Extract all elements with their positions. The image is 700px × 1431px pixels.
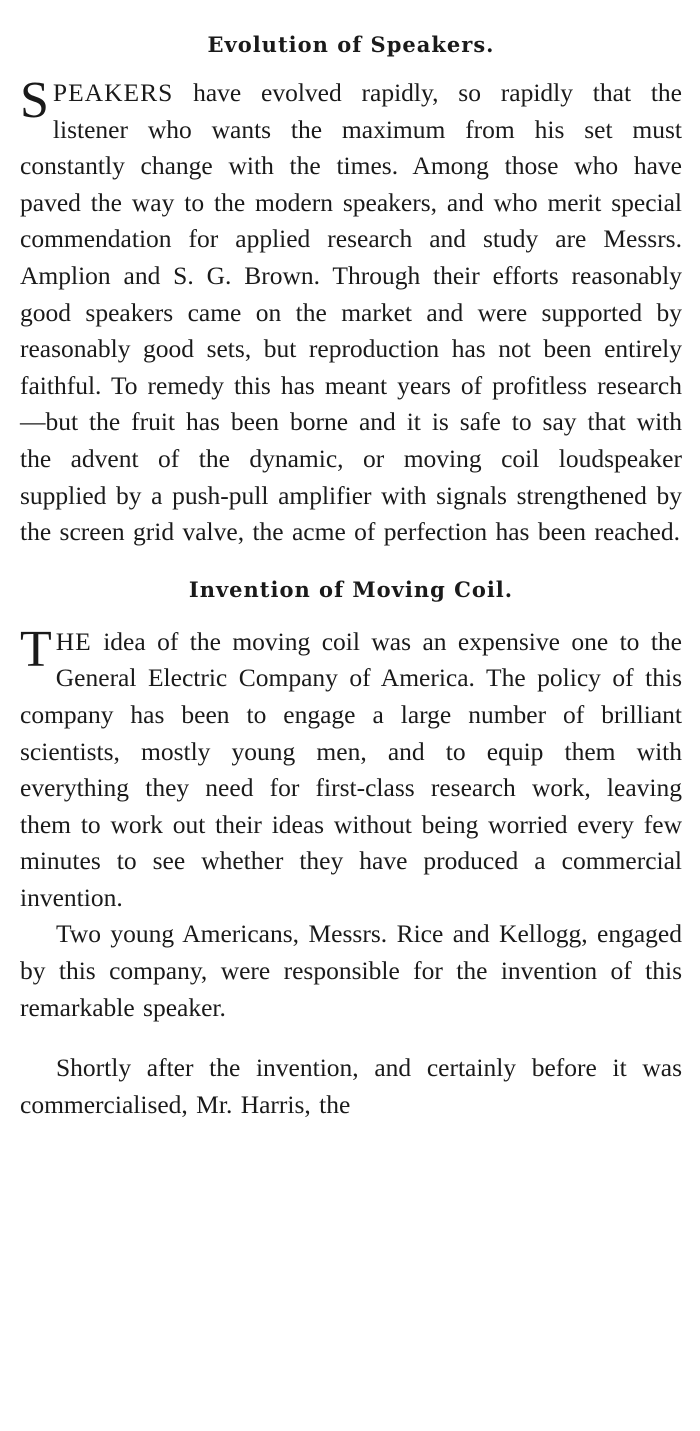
paragraph-body: have evolved rapidly, so rapidly that the listener who wants the maximum from his set must constantly change with the times. Among those who have paved the way to the modern speakers, and who merit special commendation for applied research and study are Messrs. Amplion and S. G. Brown. Through their efforts reasonably good speakers came on the market and were supported by reasonably good sets, but reproduction has not been entirely faithful. To remedy this has meant years of profitless research—but the fruit has been borne and it is safe to say that with the advent of the dynamic, or moving coil loudspeaker supplied by a push-pull amplifier with signals strengthened by the screen grid valve, the acme of perfection has been reached. [20,78,682,547]
drop-cap: S [20,72,49,129]
paragraph-body: idea of the moving coil was an expensive one to the General Electric Company of America. The policy of this company has been to engage a large number of brilliant scientists, mostly young men, and to equip them with everything they need for first-class research work, leaving them to work out their ideas without being worried every few minutes to see whether they have produced a commercial invention. [20,626,682,912]
article-page [20,22,682,1123]
paragraph-rice-kellogg: Two young Americans, Messrs. Rice and Kellogg, engaged by this company, were responsible for the invention of this remarkable speaker. [20,919,682,1022]
section-heading-evolution: Evolution of Speakers. [207,32,495,57]
lead-word: PEAKERS [52,78,174,107]
paragraph-invention [20,620,682,917]
paragraph-evolution [20,72,682,551]
paragraph-harris: Shortly after the invention, and certainly before it was commercialised, Mr. Harris, the [20,1053,682,1119]
lead-word: HE [55,626,92,656]
drop-cap: T [20,620,52,678]
section-heading-invention: Invention of Moving Coil. [188,576,514,602]
